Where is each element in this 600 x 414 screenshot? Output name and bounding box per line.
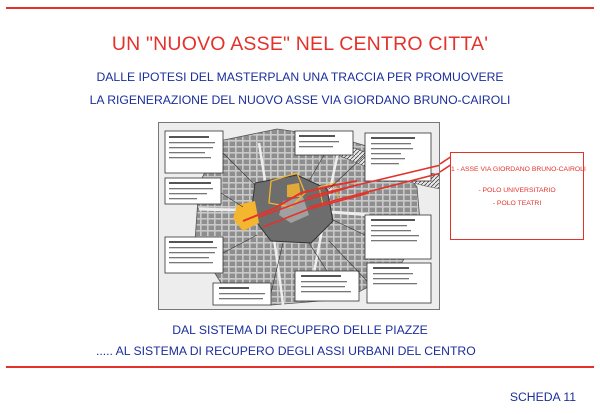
subtitle-line-2: LA RIGENERAZIONE DEL NUOVO ASSE VIA GIORDANO BRUNO-CAIROLI [89, 93, 511, 107]
masterplan-map [158, 122, 440, 310]
axis-callout-box [450, 152, 584, 240]
bottom-line-2: ..... AL SISTEMA DI RECUPERO DEGLI ASSI URBANI DEL CENTRO [96, 344, 476, 358]
map-drawing [159, 123, 440, 310]
callout-university-label: - POLO UNIVERSITARIO [478, 187, 556, 194]
bottom-divider [6, 366, 594, 368]
page-title: UN "NUOVO ASSE" NEL CENTRO CITTA' [111, 33, 489, 55]
subtitle-line-1: DALLE IPOTESI DEL MASTERPLAN UNA TRACCIA PER PROMUOVERE [96, 70, 504, 84]
callout-theatre-label: - POLO TEATRI [492, 200, 542, 207]
top-divider [6, 7, 594, 9]
callout-axis-label: 1 - ASSE VIA GIORDANO BRUNO-CAIROLI [451, 166, 586, 173]
sheet-number: SCHEDA 11 [509, 390, 576, 404]
bottom-line-1: DAL SISTEMA DI RECUPERO DELLE PIAZZE [172, 323, 428, 337]
